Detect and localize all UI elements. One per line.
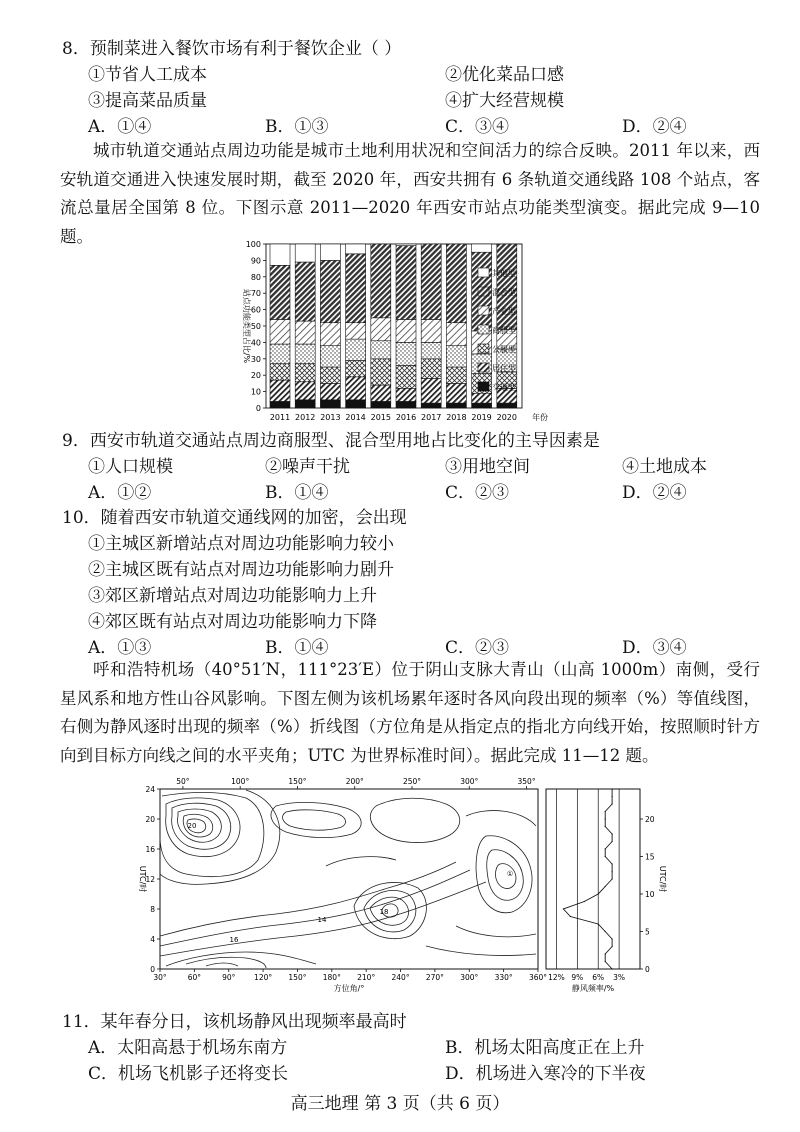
chart1-bar-segment-商服型 [446, 346, 466, 367]
chart1-legend-label: 产业型 [492, 307, 516, 316]
q9-item-3: ③用地空间 [445, 457, 530, 477]
chart2-bottom-tick-label: 240° [391, 973, 410, 982]
q8-option-c: C．③④ [445, 117, 510, 137]
static-wind-point [563, 908, 564, 909]
q8-option-b: B．①③ [265, 117, 329, 137]
chart1-bar-segment-居住型 [270, 380, 290, 401]
q10-option-a: A．①③ [88, 638, 152, 658]
chart1-bar-segment-混合型 [497, 244, 517, 329]
static-wind-point [612, 833, 613, 834]
chart2-bottom-tick-label: 180° [322, 973, 341, 982]
chart1-xtick-label: 2016 [395, 413, 417, 422]
chart2-bottom-tick-label: 90° [222, 973, 236, 982]
static-wind-point [612, 796, 613, 797]
static-wind-point [612, 878, 613, 879]
chart1-bar-segment-混合型 [320, 260, 340, 322]
chart1-bar-segment-产业型 [270, 319, 290, 344]
chart1-bar-segment-商服型 [421, 342, 441, 358]
chart1-bar-segment-其他型 [295, 244, 315, 262]
chart2-top-tick-label: 250° [402, 777, 422, 786]
chart1-legend-swatch [478, 363, 489, 372]
chart1-bar-segment-公服型 [446, 367, 466, 383]
q9-item-4: ④土地成本 [622, 457, 707, 477]
chart1-bar-segment-居住型 [295, 382, 315, 400]
static-wind-point [605, 931, 606, 932]
q11-option-a: A．太阳高悬于机场东南方 [88, 1038, 288, 1058]
chart1-legend-label: 交通型 [492, 383, 516, 392]
chart2-right-xtick-label: 12% [548, 973, 565, 982]
chart1-bar-segment-公服型 [295, 364, 315, 382]
chart2-ylabel: UTC/时 [138, 865, 147, 893]
q9-stem: 9．西安市轨道交通站点周边商服型、混合型用地占比变化的主导因素是 [62, 431, 600, 451]
chart1-xtick-label: 2020 [496, 413, 517, 422]
static-wind-point [612, 871, 613, 872]
chart2-bottom-tick-label: 60° [187, 973, 202, 982]
chart2-bottom-tick-label: 150° [288, 973, 307, 982]
chart1-legend-swatch [478, 306, 489, 315]
q10-item-2: ②主城区既有站点对周边功能影响力剧升 [88, 560, 394, 580]
chart2-bottom-tick-label: 300° [460, 973, 479, 982]
chart2-ytick-label: 16 [145, 845, 155, 854]
chart1-xtick-label: 2017 [421, 413, 442, 422]
chart1-bar-segment-商服型 [270, 344, 290, 364]
chart1-xtick-label: 2012 [295, 413, 316, 422]
chart1-bar-segment-其他型 [346, 244, 366, 254]
chart1-xtick-label: 2019 [471, 413, 492, 422]
chart2-bottom-tick-label: 330° [494, 973, 513, 982]
chart1-bar-segment-公服型 [346, 360, 366, 376]
chart2-contour-label: 16 [229, 936, 239, 944]
chart1-bar-segment-居住型 [396, 388, 416, 401]
q9-item-1: ①人口规模 [88, 457, 173, 477]
chart1-legend-label: 公服型 [492, 345, 516, 354]
chart1-bar-segment-交通型 [472, 403, 492, 408]
chart1-bar-segment-其他型 [320, 244, 340, 260]
chart1-legend-label: 混合型 [492, 288, 516, 297]
chart1-legend-swatch [478, 325, 489, 334]
chart2-top-tick-label: 50° [176, 777, 190, 786]
q10-item-3: ③郊区新增站点对周边功能影响力上升 [88, 586, 377, 606]
station-function-stacked-bar-chart [232, 238, 554, 430]
chart1-bar-segment-混合型 [295, 262, 315, 321]
q9-option-d: D．②④ [622, 483, 687, 503]
chart1-bar-segment-混合型 [396, 246, 416, 320]
chart2-ytick-label: 8 [150, 905, 155, 914]
q8-item-2: ②优化菜品口感 [445, 65, 564, 85]
static-wind-point [605, 953, 606, 954]
q8-stem: 8．预制菜进入餐饮市场有利于餐饮企业（ ） [62, 39, 402, 59]
chart1-bar-segment-交通型 [421, 403, 441, 408]
chart2-xlabel: 方位角/° [333, 984, 365, 993]
q9-option-a: A．①② [88, 483, 152, 503]
chart1-bar-segment-其他型 [270, 244, 290, 265]
q11-stem: 11．某年春分日，该机场静风出现频率最高时 [62, 1012, 407, 1032]
passage-metro: 城市轨道交通站点周边功能是城市土地利用状况和空间活力的综合反映。2011 年以来，西安轨道交通进入快速发展时期，截至 2020 年，西安共拥有 6 条轨道交通线路 108 个站点，客流总量居全国第 8 位。下图示意 2011—2020 年西安市站点功能类型演变。据此完成 9—10 题。 [60, 141, 760, 246]
q8-item-4: ④扩大经营规模 [445, 91, 564, 111]
static-wind-point [605, 848, 606, 849]
chart2-bottom-tick-label: 30° [153, 973, 167, 982]
chart1-bar-segment-交通型 [346, 400, 366, 408]
chart1-bar-segment-产业型 [320, 323, 340, 346]
chart1-bar-segment-产业型 [295, 321, 315, 344]
chart2-contour-label: 14 [317, 916, 327, 924]
static-wind-point [570, 916, 571, 917]
chart1-bar-segment-商服型 [371, 341, 391, 359]
chart1-bar-segment-交通型 [295, 400, 315, 408]
chart2-bottom-tick-label: 210° [357, 973, 376, 982]
static-wind-point [605, 826, 606, 827]
q8-item-3: ③提高菜品质量 [88, 91, 207, 111]
chart1-bar-segment-产业型 [446, 323, 466, 346]
chart1-bar-segment-产业型 [396, 319, 416, 342]
chart1-legend-label: 商服型 [492, 326, 516, 335]
chart1-bar-segment-居住型 [446, 383, 466, 403]
wind-direction-contour-chart [126, 776, 667, 994]
q9-option-b: B．①④ [265, 483, 329, 503]
chart2-contour-label: 20 [187, 822, 197, 830]
chart2-right-xtick-label: 3% [613, 973, 626, 982]
chart1-bar-segment-公服型 [270, 364, 290, 380]
static-wind-point [605, 811, 606, 812]
chart1-bar-segment-其他型 [472, 244, 492, 252]
chart1-bar-segment-居住型 [371, 385, 391, 401]
q10-option-b: B．①④ [265, 638, 329, 658]
chart2-right-xtick-label: 6% [592, 973, 605, 982]
chart1-ytick-label: 90 [250, 256, 261, 266]
chart1-ylabel: 站点功能类型占比/% [242, 288, 251, 364]
q10-item-4: ④郊区既有站点对周边功能影响力下降 [88, 612, 377, 632]
chart1-bar-segment-公服型 [320, 367, 340, 383]
chart1-xtick-label: 2015 [370, 413, 391, 422]
chart2-right-ytick-label: 5 [645, 927, 650, 937]
chart1-bar-segment-产业型 [346, 323, 366, 339]
static-wind-point [605, 961, 606, 962]
chart2-ytick-label: 12 [145, 875, 155, 884]
static-wind-point [612, 841, 613, 842]
chart1-bar-segment-居住型 [346, 377, 366, 400]
q11-option-c: C．机场飞机影子还将变长 [88, 1064, 289, 1084]
chart1-bar-segment-混合型 [346, 254, 366, 323]
chart1-legend-swatch [478, 287, 489, 296]
chart2-right-ytick-label: 20 [645, 815, 655, 824]
q9-option-c: C．②③ [445, 483, 510, 503]
static-wind-point [612, 803, 613, 804]
chart2-ytick-label: 4 [150, 935, 155, 944]
q10-stem: 10．随着西安市轨道交通线网的加密，会出现 [62, 508, 407, 528]
static-wind-point [605, 818, 606, 819]
static-wind-point [605, 856, 606, 857]
static-wind-point [598, 923, 599, 924]
chart1-bar-segment-混合型 [446, 244, 466, 323]
chart1-xtick-label: 2013 [320, 413, 341, 422]
chart1-xaxis-unit: 年份 [532, 413, 548, 422]
chart1-bar-segment-混合型 [371, 244, 391, 318]
chart2-right-xlabel: 静风频率/% [571, 984, 615, 993]
chart1-ytick-label: 80 [250, 272, 261, 282]
q11-option-d: D．机场进入寒冷的下半夜 [445, 1064, 646, 1084]
q8-option-a: A．①④ [88, 117, 152, 137]
q10-item-1: ①主城区新增站点对周边功能影响力较小 [88, 534, 394, 554]
chart2-bottom-tick-label: 120° [254, 973, 273, 982]
static-wind-point [612, 938, 613, 939]
chart2-bottom-tick-label: 270° [425, 973, 444, 982]
chart1-ytick-label: 60 [250, 305, 261, 315]
passage-airport: 呼和浩特机场（40°51′N，111°23′E）位于阴山支脉大青山（山高 1000m）南侧，受行星风系和地方性山谷风影响。下图左侧为该机场累年逐时各风向段出现的频率（%）等值线图，右侧为静风逐时出现的频率（%）折线图（方位角是从指定点的指北方向线开始，按照顺时针方向到目标方向线之间的水平夹角；UTC 为世界标准时间）。据此完成 11—12 题。 [60, 660, 760, 765]
chart1-ytick-label: 30 [250, 354, 261, 364]
chart2-right-ytick-label: 0 [645, 965, 650, 974]
page-footer: 高三地理 第 3 页（共 6 页） [290, 1094, 510, 1114]
q8-option-d: D．②④ [622, 117, 687, 137]
chart1-xtick-label: 2014 [345, 413, 366, 422]
static-wind-point [612, 946, 613, 947]
chart1-ytick-label: 70 [250, 289, 261, 299]
chart1-legend-swatch [478, 382, 489, 391]
chart1-ytick-label: 50 [250, 322, 261, 331]
chart1-bar-segment-居住型 [472, 393, 492, 403]
chart2-top-tick-label: 150° [288, 777, 307, 786]
chart1-bar-segment-混合型 [421, 244, 441, 319]
chart1-bar-segment-混合型 [270, 265, 290, 319]
chart2-ytick-label: 0 [150, 965, 155, 974]
chart1-ytick-label: 0 [255, 404, 261, 413]
chart2-right-xtick-label: 9% [571, 973, 584, 982]
chart1-bar-segment-其他型 [396, 244, 416, 246]
q11-option-b: B．机场太阳高度正在上升 [445, 1038, 645, 1058]
chart1-bar-segment-公服型 [421, 359, 441, 379]
chart2-top-tick-label: 350° [517, 777, 536, 786]
static-wind-point [598, 893, 599, 894]
chart1-xtick-label: 2018 [446, 413, 467, 422]
chart2-right-ytick-label: 15 [645, 852, 655, 862]
chart1-bar-segment-公服型 [371, 359, 391, 385]
chart1-ytick-label: 20 [250, 371, 261, 381]
chart1-bar-segment-交通型 [396, 401, 416, 408]
chart1-bar-segment-商服型 [396, 342, 416, 365]
chart2-right-ylabel: UTC/时 [658, 865, 667, 893]
chart1-xtick-label: 2011 [269, 413, 291, 422]
q8-item-1: ①节省人工成本 [88, 65, 207, 85]
chart1-bar-segment-商服型 [320, 346, 340, 367]
chart1-bar-segment-居住型 [421, 378, 441, 403]
chart1-ytick-label: 40 [250, 338, 261, 348]
chart1-bar-segment-公服型 [396, 365, 416, 388]
q10-option-d: D．③④ [622, 638, 687, 658]
chart2-top-tick-label: 300° [460, 777, 479, 786]
static-wind-point [605, 886, 606, 887]
chart1-bar-segment-居住型 [320, 383, 340, 399]
chart1-ytick-label: 100 [245, 240, 261, 249]
chart2-contour-label: 18 [379, 908, 389, 916]
static-wind-frequency-line [563, 789, 612, 969]
chart2-ytick-label: 20 [145, 815, 155, 824]
static-wind-point [612, 863, 613, 864]
chart2-ytick-label: 24 [145, 785, 155, 794]
q9-item-2: ②噪声干扰 [265, 457, 350, 477]
chart1-legend-swatch [478, 344, 489, 353]
chart1-legend-label: 其他型 [492, 269, 516, 278]
chart1-legend-swatch [478, 268, 489, 277]
static-wind-point [612, 968, 613, 969]
chart2-top-tick-label: 200° [345, 777, 364, 786]
chart1-bar-segment-交通型 [446, 403, 466, 408]
chart1-bar-segment-交通型 [371, 401, 391, 408]
chart2-contour-label: ① [506, 870, 514, 878]
chart1-bar-segment-交通型 [320, 400, 340, 408]
chart2-right-ytick-label: 10 [645, 890, 655, 899]
chart1-ytick-label: 10 [250, 387, 261, 397]
contour-lines [160, 790, 536, 968]
chart1-bar-segment-商服型 [346, 339, 366, 360]
static-wind-point [584, 901, 585, 902]
chart1-bar-segment-产业型 [371, 318, 391, 341]
q10-option-c: C．②③ [445, 638, 510, 658]
static-wind-point [612, 788, 613, 789]
chart1-legend-label: 居住型 [492, 364, 516, 373]
chart1-bar-segment-交通型 [270, 401, 290, 408]
chart2-top-tick-label: 100° [231, 777, 250, 786]
chart1-bar-segment-交通型 [497, 403, 517, 408]
chart1-bar-segment-产业型 [421, 319, 441, 342]
chart2-bottom-tick-label: 360° [528, 973, 548, 982]
chart1-bar-segment-商服型 [295, 344, 315, 364]
